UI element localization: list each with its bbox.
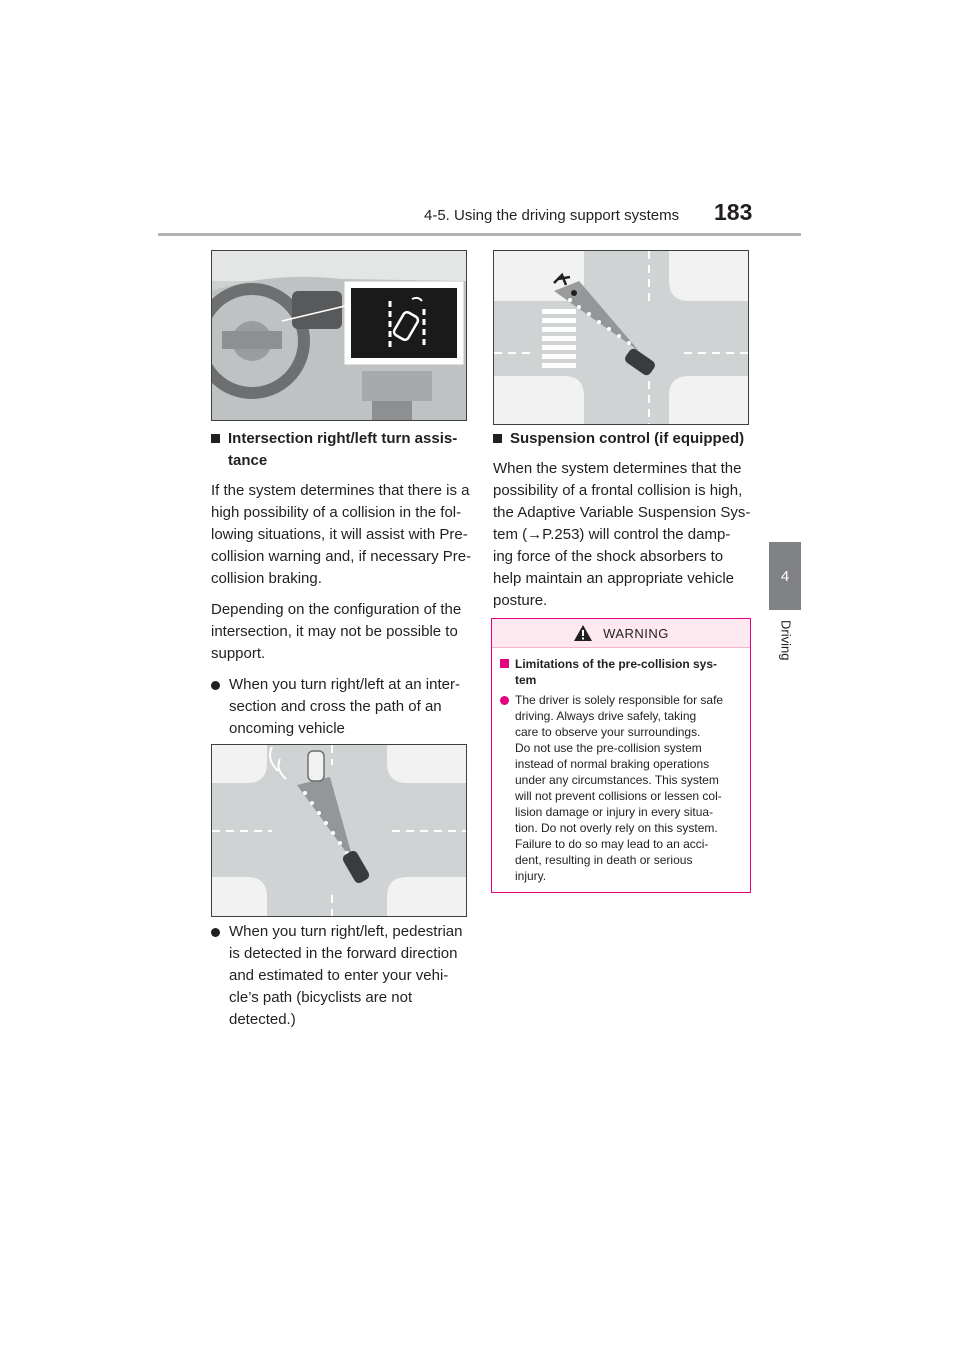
section-heading-intersection	[211, 428, 473, 472]
section-heading-suspension	[493, 428, 755, 450]
text-line: under any circumstances. This system	[515, 773, 719, 787]
text-line: tion. Do not overly rely on this system.	[515, 821, 718, 835]
text-line: When the system determines that the	[493, 460, 742, 477]
text-line: will not prevent collisions or lessen col-	[515, 789, 722, 803]
warning-item	[500, 692, 742, 884]
bullet-pedestrian-detected	[211, 921, 473, 1031]
text-line: Limitations of the pre-collision sys-	[515, 657, 718, 671]
text-line: section and cross the path of an	[229, 698, 442, 715]
warning-header	[492, 619, 750, 648]
text-line: oncoming vehicle	[229, 720, 345, 737]
text-line: is detected in the forward direction	[229, 945, 458, 962]
text-line: If the system determines that there is a	[211, 482, 470, 499]
pink-square-icon	[500, 659, 509, 668]
text-line: driving. Always drive safely, taking	[515, 709, 697, 723]
text-line: injury.	[515, 869, 547, 883]
paragraph-suspension	[493, 458, 755, 612]
header-divider	[158, 233, 801, 236]
text-line: possibility of a frontal collision is high,	[493, 482, 743, 499]
dashboard-illustration	[211, 250, 467, 421]
warning-body	[492, 648, 750, 884]
text-line: lowing situations, it will assist with Pre-	[211, 526, 468, 543]
chapter-tab	[769, 542, 801, 610]
left-column-lower	[211, 921, 473, 1031]
pedestrian-crossing-illustration	[493, 250, 749, 425]
text-line: cle’s path (bicyclists are not	[229, 989, 413, 1006]
text-line: ing force of the shock absorbers to	[493, 548, 724, 565]
text-line: Depending on the configuration of the	[211, 601, 462, 618]
page-number: 183	[714, 199, 753, 225]
paragraph-configuration	[211, 599, 473, 665]
text-line: care to observe your surroundings.	[515, 725, 701, 739]
heading-square-icon	[493, 434, 502, 443]
chapter-label: Driving	[778, 620, 794, 661]
bullet-dot-icon	[211, 928, 220, 937]
text-line: intersection, it may not be possible to	[211, 623, 458, 640]
text-line: high possibility of a collision in the fol-	[211, 504, 462, 521]
text-line: lision damage or injury in every situa-	[515, 805, 714, 819]
text-line: detected.)	[229, 1011, 296, 1028]
left-column	[211, 428, 473, 740]
heading-square-icon	[211, 434, 220, 443]
pedestrian-crossing-drawing	[494, 251, 748, 424]
text-line: instead of normal braking operations	[515, 757, 710, 771]
text-line: dent, resulting in death or serious	[515, 853, 693, 867]
oncoming-vehicle-drawing	[212, 745, 466, 916]
text-line: and estimated to enter your vehi-	[229, 967, 449, 984]
warning-triangle-icon	[573, 624, 593, 642]
section-title: 4-5. Using the driving support systems	[424, 207, 680, 224]
heading-line: tance	[228, 452, 268, 469]
right-column	[493, 428, 755, 621]
text-line: help maintain an appropriate vehicle	[493, 570, 734, 587]
text-line: posture.	[493, 592, 548, 609]
pink-bullet-icon	[500, 696, 509, 705]
bullet-oncoming-vehicle	[211, 674, 473, 740]
bullet-dot-icon	[211, 681, 220, 690]
text-line: the Adaptive Variable Suspension Sys-	[493, 504, 751, 521]
text-line: The driver is solely responsible for safe	[515, 693, 724, 707]
paragraph-system-determines	[211, 480, 473, 590]
text-line: Failure to do so may lead to an acci-	[515, 837, 709, 851]
text-line: When you turn right/left at an inter-	[229, 676, 460, 693]
dashboard-drawing	[212, 251, 466, 420]
text-line: tem	[515, 673, 537, 687]
text-line: collision braking.	[211, 570, 322, 587]
text-line: When you turn right/left, pedestrian	[229, 923, 463, 940]
text-line: support.	[211, 645, 266, 662]
heading-line: Suspension control (if equipped)	[510, 430, 745, 447]
text-line: collision warning and, if necessary Pre-	[211, 548, 472, 565]
warning-subheading	[500, 656, 742, 688]
text-line: tem (→P.253) will control the damp-	[493, 526, 731, 543]
warning-box	[491, 618, 751, 893]
text-line: Do not use the pre-collision system	[515, 741, 702, 755]
warning-title: WARNING	[603, 625, 669, 641]
heading-line: Intersection right/left turn assis-	[228, 430, 458, 447]
oncoming-vehicle-illustration	[211, 744, 467, 917]
chapter-number: 4	[780, 567, 790, 585]
